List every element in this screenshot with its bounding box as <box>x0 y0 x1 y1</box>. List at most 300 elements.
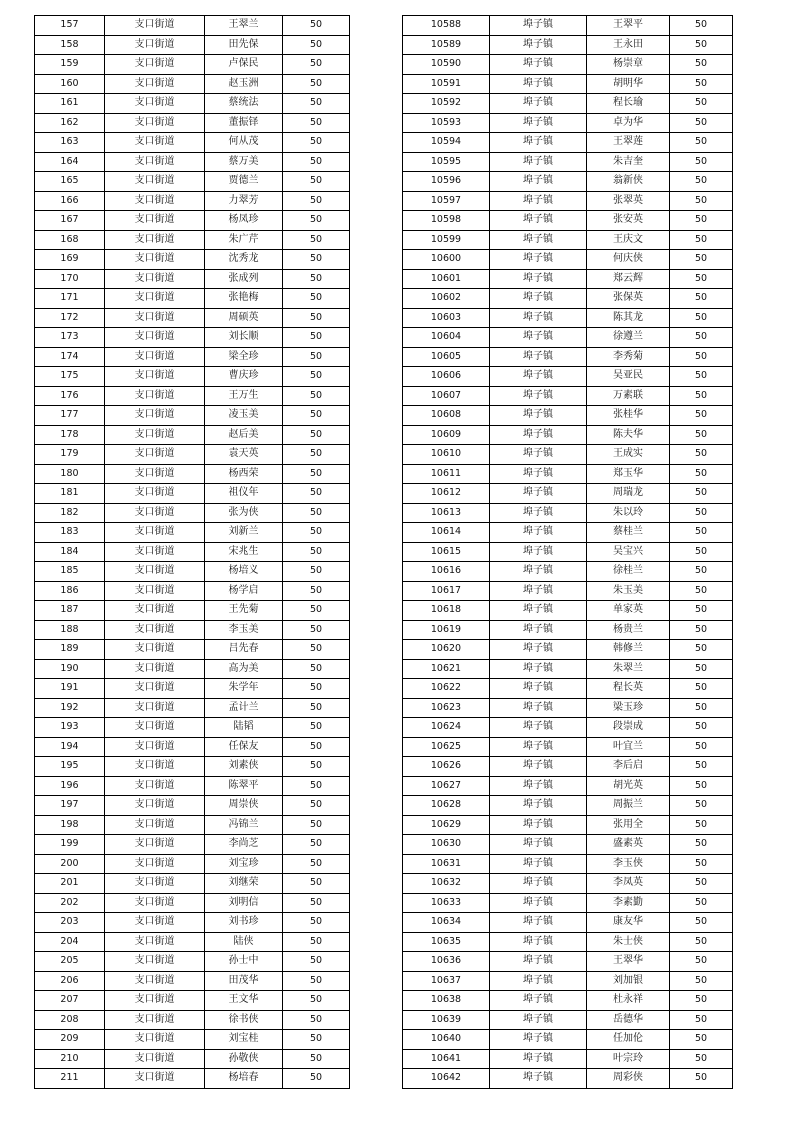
table-row <box>35 835 350 855</box>
table-row <box>403 464 733 484</box>
table-row <box>403 718 733 738</box>
table-row <box>35 1010 350 1030</box>
table-row <box>35 1030 350 1050</box>
table-row <box>35 328 350 348</box>
amount-cell: 50 <box>670 835 733 855</box>
amount-cell: 50 <box>670 308 733 328</box>
amount-cell: 50 <box>670 230 733 250</box>
table-row <box>35 230 350 250</box>
table-row <box>35 367 350 387</box>
table-row <box>403 74 733 94</box>
row-number-cell: 195 <box>35 757 105 777</box>
table-row <box>35 406 350 426</box>
district-cell: 支口街道 <box>105 893 205 913</box>
district-cell: 支口街道 <box>105 269 205 289</box>
district-cell: 埠子镇 <box>490 250 587 270</box>
row-number-cell: 210 <box>35 1049 105 1069</box>
name-cell: 高为美 <box>205 659 283 679</box>
district-cell: 埠子镇 <box>490 893 587 913</box>
district-cell: 埠子镇 <box>490 776 587 796</box>
district-cell: 埠子镇 <box>490 367 587 387</box>
table-row <box>403 16 733 36</box>
table-row <box>403 640 733 660</box>
row-number-cell: 10603 <box>403 308 490 328</box>
amount-cell: 50 <box>670 94 733 114</box>
name-cell: 田茂华 <box>205 971 283 991</box>
row-number-cell: 10616 <box>403 562 490 582</box>
table-row <box>403 971 733 991</box>
name-cell: 卓为华 <box>587 113 670 133</box>
district-cell: 埠子镇 <box>490 347 587 367</box>
district-cell: 埠子镇 <box>490 172 587 192</box>
district-cell: 支口街道 <box>105 289 205 309</box>
table-row <box>35 679 350 699</box>
name-cell: 王成实 <box>587 445 670 465</box>
name-cell: 董振铎 <box>205 113 283 133</box>
amount-cell: 50 <box>283 1069 350 1089</box>
table-row <box>403 308 733 328</box>
amount-cell: 50 <box>283 601 350 621</box>
district-cell: 支口街道 <box>105 425 205 445</box>
table-row <box>403 523 733 543</box>
row-number-cell: 10630 <box>403 835 490 855</box>
district-cell: 支口街道 <box>105 913 205 933</box>
amount-cell: 50 <box>283 269 350 289</box>
amount-cell: 50 <box>670 932 733 952</box>
district-cell: 埠子镇 <box>490 913 587 933</box>
row-number-cell: 175 <box>35 367 105 387</box>
amount-cell: 50 <box>670 913 733 933</box>
name-cell: 朱士侠 <box>587 932 670 952</box>
row-number-cell: 10607 <box>403 386 490 406</box>
table-row <box>35 484 350 504</box>
name-cell: 王永田 <box>587 35 670 55</box>
amount-cell: 50 <box>283 16 350 36</box>
name-cell: 王翠莲 <box>587 133 670 153</box>
table-row <box>35 562 350 582</box>
table-row <box>403 874 733 894</box>
row-number-cell: 157 <box>35 16 105 36</box>
name-cell: 徐书侠 <box>205 1010 283 1030</box>
district-cell: 埠子镇 <box>490 328 587 348</box>
name-cell: 段崇成 <box>587 718 670 738</box>
name-cell: 梁全珍 <box>205 347 283 367</box>
row-number-cell: 10622 <box>403 679 490 699</box>
name-cell: 周瑞龙 <box>587 484 670 504</box>
district-cell: 支口街道 <box>105 932 205 952</box>
amount-cell: 50 <box>283 776 350 796</box>
district-cell: 埠子镇 <box>490 737 587 757</box>
name-cell: 冯锦兰 <box>205 815 283 835</box>
amount-cell: 50 <box>283 835 350 855</box>
amount-cell: 50 <box>670 328 733 348</box>
amount-cell: 50 <box>283 1049 350 1069</box>
district-cell: 埠子镇 <box>490 932 587 952</box>
row-number-cell: 174 <box>35 347 105 367</box>
district-cell: 支口街道 <box>105 835 205 855</box>
amount-cell: 50 <box>283 620 350 640</box>
amount-cell: 50 <box>283 718 350 738</box>
name-cell: 赵后美 <box>205 425 283 445</box>
name-cell: 蔡万美 <box>205 152 283 172</box>
district-cell: 埠子镇 <box>490 133 587 153</box>
name-cell: 万素联 <box>587 386 670 406</box>
amount-cell: 50 <box>283 133 350 153</box>
amount-cell: 50 <box>670 991 733 1011</box>
name-cell: 郑玉华 <box>587 464 670 484</box>
amount-cell: 50 <box>283 854 350 874</box>
amount-cell: 50 <box>670 737 733 757</box>
table-row <box>403 913 733 933</box>
district-cell: 支口街道 <box>105 1069 205 1089</box>
name-cell: 郑云辉 <box>587 269 670 289</box>
name-cell: 周崇侠 <box>205 796 283 816</box>
district-cell: 支口街道 <box>105 152 205 172</box>
amount-cell: 50 <box>670 113 733 133</box>
amount-cell: 50 <box>283 679 350 699</box>
name-cell: 贾德兰 <box>205 172 283 192</box>
table-row <box>403 581 733 601</box>
row-number-cell: 10614 <box>403 523 490 543</box>
district-cell: 埠子镇 <box>490 289 587 309</box>
name-cell: 张为侠 <box>205 503 283 523</box>
district-cell: 支口街道 <box>105 991 205 1011</box>
amount-cell: 50 <box>283 796 350 816</box>
district-cell: 支口街道 <box>105 386 205 406</box>
amount-cell: 50 <box>283 386 350 406</box>
row-number-cell: 173 <box>35 328 105 348</box>
name-cell: 康友华 <box>587 913 670 933</box>
name-cell: 刘书珍 <box>205 913 283 933</box>
row-number-cell: 176 <box>35 386 105 406</box>
amount-cell: 50 <box>283 698 350 718</box>
district-cell: 埠子镇 <box>490 230 587 250</box>
row-number-cell: 172 <box>35 308 105 328</box>
name-cell: 陈翠平 <box>205 776 283 796</box>
name-cell: 祖仪年 <box>205 484 283 504</box>
amount-cell: 50 <box>283 113 350 133</box>
table-row <box>35 659 350 679</box>
row-number-cell: 10629 <box>403 815 490 835</box>
table-row <box>403 698 733 718</box>
table-row <box>403 211 733 231</box>
amount-cell: 50 <box>283 952 350 972</box>
roster-table-right <box>402 15 733 1089</box>
table-row <box>35 347 350 367</box>
table-row <box>35 503 350 523</box>
district-cell: 埠子镇 <box>490 16 587 36</box>
district-cell: 埠子镇 <box>490 55 587 75</box>
name-cell: 徐遵兰 <box>587 328 670 348</box>
amount-cell: 50 <box>283 152 350 172</box>
amount-cell: 50 <box>670 581 733 601</box>
district-cell: 埠子镇 <box>490 1069 587 1089</box>
row-number-cell: 10634 <box>403 913 490 933</box>
table-row <box>403 152 733 172</box>
row-number-cell: 10604 <box>403 328 490 348</box>
district-cell: 埠子镇 <box>490 854 587 874</box>
name-cell: 盛素英 <box>587 835 670 855</box>
district-cell: 埠子镇 <box>490 952 587 972</box>
amount-cell: 50 <box>670 640 733 660</box>
amount-cell: 50 <box>670 698 733 718</box>
table-row <box>403 1030 733 1050</box>
name-cell: 王先菊 <box>205 601 283 621</box>
table-row <box>35 601 350 621</box>
table-row <box>35 523 350 543</box>
row-number-cell: 10635 <box>403 932 490 952</box>
row-number-cell: 10619 <box>403 620 490 640</box>
table-row <box>403 1010 733 1030</box>
amount-cell: 50 <box>283 815 350 835</box>
amount-cell: 50 <box>670 854 733 874</box>
row-number-cell: 163 <box>35 133 105 153</box>
district-cell: 埠子镇 <box>490 386 587 406</box>
amount-cell: 50 <box>283 893 350 913</box>
row-number-cell: 10642 <box>403 1069 490 1089</box>
table-row <box>35 952 350 972</box>
row-number-cell: 10588 <box>403 16 490 36</box>
name-cell: 何从茂 <box>205 133 283 153</box>
district-cell: 支口街道 <box>105 230 205 250</box>
table-row <box>35 893 350 913</box>
row-number-cell: 208 <box>35 1010 105 1030</box>
name-cell: 张用全 <box>587 815 670 835</box>
name-cell: 田先保 <box>205 35 283 55</box>
district-cell: 支口街道 <box>105 796 205 816</box>
table-row <box>403 776 733 796</box>
amount-cell: 50 <box>670 55 733 75</box>
district-cell: 支口街道 <box>105 347 205 367</box>
district-cell: 支口街道 <box>105 679 205 699</box>
district-cell: 埠子镇 <box>490 308 587 328</box>
roster-table-left <box>34 15 350 1089</box>
table-row <box>35 133 350 153</box>
row-number-cell: 10615 <box>403 542 490 562</box>
name-cell: 叶宜兰 <box>587 737 670 757</box>
amount-cell: 50 <box>670 718 733 738</box>
table-row <box>403 406 733 426</box>
amount-cell: 50 <box>670 211 733 231</box>
table-row <box>403 991 733 1011</box>
table-row <box>35 464 350 484</box>
row-number-cell: 10627 <box>403 776 490 796</box>
row-number-cell: 158 <box>35 35 105 55</box>
name-cell: 孟计兰 <box>205 698 283 718</box>
table-row <box>35 55 350 75</box>
table-row <box>35 698 350 718</box>
amount-cell: 50 <box>283 640 350 660</box>
amount-cell: 50 <box>283 484 350 504</box>
row-number-cell: 186 <box>35 581 105 601</box>
table-row <box>35 289 350 309</box>
district-cell: 支口街道 <box>105 971 205 991</box>
table-row <box>403 386 733 406</box>
district-cell: 埠子镇 <box>490 659 587 679</box>
amount-cell: 50 <box>283 74 350 94</box>
district-cell: 支口街道 <box>105 191 205 211</box>
row-number-cell: 182 <box>35 503 105 523</box>
amount-cell: 50 <box>283 874 350 894</box>
table-row <box>35 757 350 777</box>
district-cell: 支口街道 <box>105 659 205 679</box>
amount-cell: 50 <box>283 1010 350 1030</box>
table-row <box>35 854 350 874</box>
district-cell: 支口街道 <box>105 133 205 153</box>
name-cell: 周硕英 <box>205 308 283 328</box>
amount-cell: 50 <box>670 464 733 484</box>
district-cell: 埠子镇 <box>490 211 587 231</box>
amount-cell: 50 <box>670 74 733 94</box>
name-cell: 张安英 <box>587 211 670 231</box>
row-number-cell: 161 <box>35 94 105 114</box>
amount-cell: 50 <box>670 133 733 153</box>
amount-cell: 50 <box>670 35 733 55</box>
table-row <box>35 94 350 114</box>
district-cell: 埠子镇 <box>490 620 587 640</box>
name-cell: 李玉美 <box>205 620 283 640</box>
amount-cell: 50 <box>670 1049 733 1069</box>
row-number-cell: 202 <box>35 893 105 913</box>
district-cell: 支口街道 <box>105 542 205 562</box>
amount-cell: 50 <box>670 796 733 816</box>
name-cell: 吕先春 <box>205 640 283 660</box>
table-row <box>403 503 733 523</box>
district-cell: 支口街道 <box>105 698 205 718</box>
row-number-cell: 209 <box>35 1030 105 1050</box>
district-cell: 支口街道 <box>105 16 205 36</box>
row-number-cell: 206 <box>35 971 105 991</box>
row-number-cell: 10610 <box>403 445 490 465</box>
name-cell: 刘继荣 <box>205 874 283 894</box>
name-cell: 朱吉奎 <box>587 152 670 172</box>
row-number-cell: 10638 <box>403 991 490 1011</box>
table-row <box>35 971 350 991</box>
table-row <box>403 757 733 777</box>
name-cell: 李玉侠 <box>587 854 670 874</box>
name-cell: 杨学启 <box>205 581 283 601</box>
row-number-cell: 166 <box>35 191 105 211</box>
amount-cell: 50 <box>670 815 733 835</box>
row-number-cell: 191 <box>35 679 105 699</box>
row-number-cell: 178 <box>35 425 105 445</box>
row-number-cell: 177 <box>35 406 105 426</box>
amount-cell: 50 <box>283 172 350 192</box>
table-row <box>35 16 350 36</box>
name-cell: 梁玉珍 <box>587 698 670 718</box>
table-row <box>35 542 350 562</box>
amount-cell: 50 <box>670 1030 733 1050</box>
district-cell: 支口街道 <box>105 172 205 192</box>
amount-cell: 50 <box>670 1010 733 1030</box>
amount-cell: 50 <box>283 971 350 991</box>
amount-cell: 50 <box>670 289 733 309</box>
row-number-cell: 10641 <box>403 1049 490 1069</box>
table-row <box>403 932 733 952</box>
name-cell: 杨凤珍 <box>205 211 283 231</box>
row-number-cell: 207 <box>35 991 105 1011</box>
amount-cell: 50 <box>670 659 733 679</box>
district-cell: 支口街道 <box>105 581 205 601</box>
amount-cell: 50 <box>670 425 733 445</box>
amount-cell: 50 <box>283 581 350 601</box>
amount-cell: 50 <box>283 562 350 582</box>
row-number-cell: 10593 <box>403 113 490 133</box>
district-cell: 埠子镇 <box>490 874 587 894</box>
amount-cell: 50 <box>670 893 733 913</box>
amount-cell: 50 <box>670 620 733 640</box>
row-number-cell: 10594 <box>403 133 490 153</box>
district-cell: 埠子镇 <box>490 425 587 445</box>
amount-cell: 50 <box>670 971 733 991</box>
row-number-cell: 193 <box>35 718 105 738</box>
name-cell: 程长瑜 <box>587 94 670 114</box>
name-cell: 吴亚民 <box>587 367 670 387</box>
table-row <box>403 367 733 387</box>
name-cell: 杨培春 <box>205 1069 283 1089</box>
district-cell: 支口街道 <box>105 328 205 348</box>
amount-cell: 50 <box>670 16 733 36</box>
row-number-cell: 201 <box>35 874 105 894</box>
row-number-cell: 10595 <box>403 152 490 172</box>
amount-cell: 50 <box>283 211 350 231</box>
amount-cell: 50 <box>283 35 350 55</box>
name-cell: 沈秀龙 <box>205 250 283 270</box>
district-cell: 支口街道 <box>105 757 205 777</box>
table-row <box>35 191 350 211</box>
district-cell: 支口街道 <box>105 640 205 660</box>
row-number-cell: 204 <box>35 932 105 952</box>
row-number-cell: 197 <box>35 796 105 816</box>
amount-cell: 50 <box>283 659 350 679</box>
district-cell: 埠子镇 <box>490 503 587 523</box>
name-cell: 朱玉美 <box>587 581 670 601</box>
row-number-cell: 194 <box>35 737 105 757</box>
name-cell: 任加伦 <box>587 1030 670 1050</box>
table-row <box>403 796 733 816</box>
name-cell: 刘素侠 <box>205 757 283 777</box>
row-number-cell: 10637 <box>403 971 490 991</box>
table-row <box>403 484 733 504</box>
row-number-cell: 10640 <box>403 1030 490 1050</box>
table-row <box>35 113 350 133</box>
name-cell: 程长英 <box>587 679 670 699</box>
name-cell: 张艳梅 <box>205 289 283 309</box>
row-number-cell: 10599 <box>403 230 490 250</box>
row-number-cell: 10617 <box>403 581 490 601</box>
amount-cell: 50 <box>283 347 350 367</box>
row-number-cell: 183 <box>35 523 105 543</box>
district-cell: 埠子镇 <box>490 445 587 465</box>
name-cell: 翁新侠 <box>587 172 670 192</box>
table-row <box>403 250 733 270</box>
name-cell: 朱广芹 <box>205 230 283 250</box>
row-number-cell: 165 <box>35 172 105 192</box>
table-row <box>403 893 733 913</box>
row-number-cell: 10626 <box>403 757 490 777</box>
name-cell: 朱翠兰 <box>587 659 670 679</box>
table-row <box>35 211 350 231</box>
table-row <box>403 620 733 640</box>
row-number-cell: 10601 <box>403 269 490 289</box>
name-cell: 陈夫华 <box>587 425 670 445</box>
amount-cell: 50 <box>670 542 733 562</box>
district-cell: 埠子镇 <box>490 562 587 582</box>
name-cell: 胡明华 <box>587 74 670 94</box>
district-cell: 埠子镇 <box>490 601 587 621</box>
district-cell: 支口街道 <box>105 211 205 231</box>
name-cell: 陈其龙 <box>587 308 670 328</box>
